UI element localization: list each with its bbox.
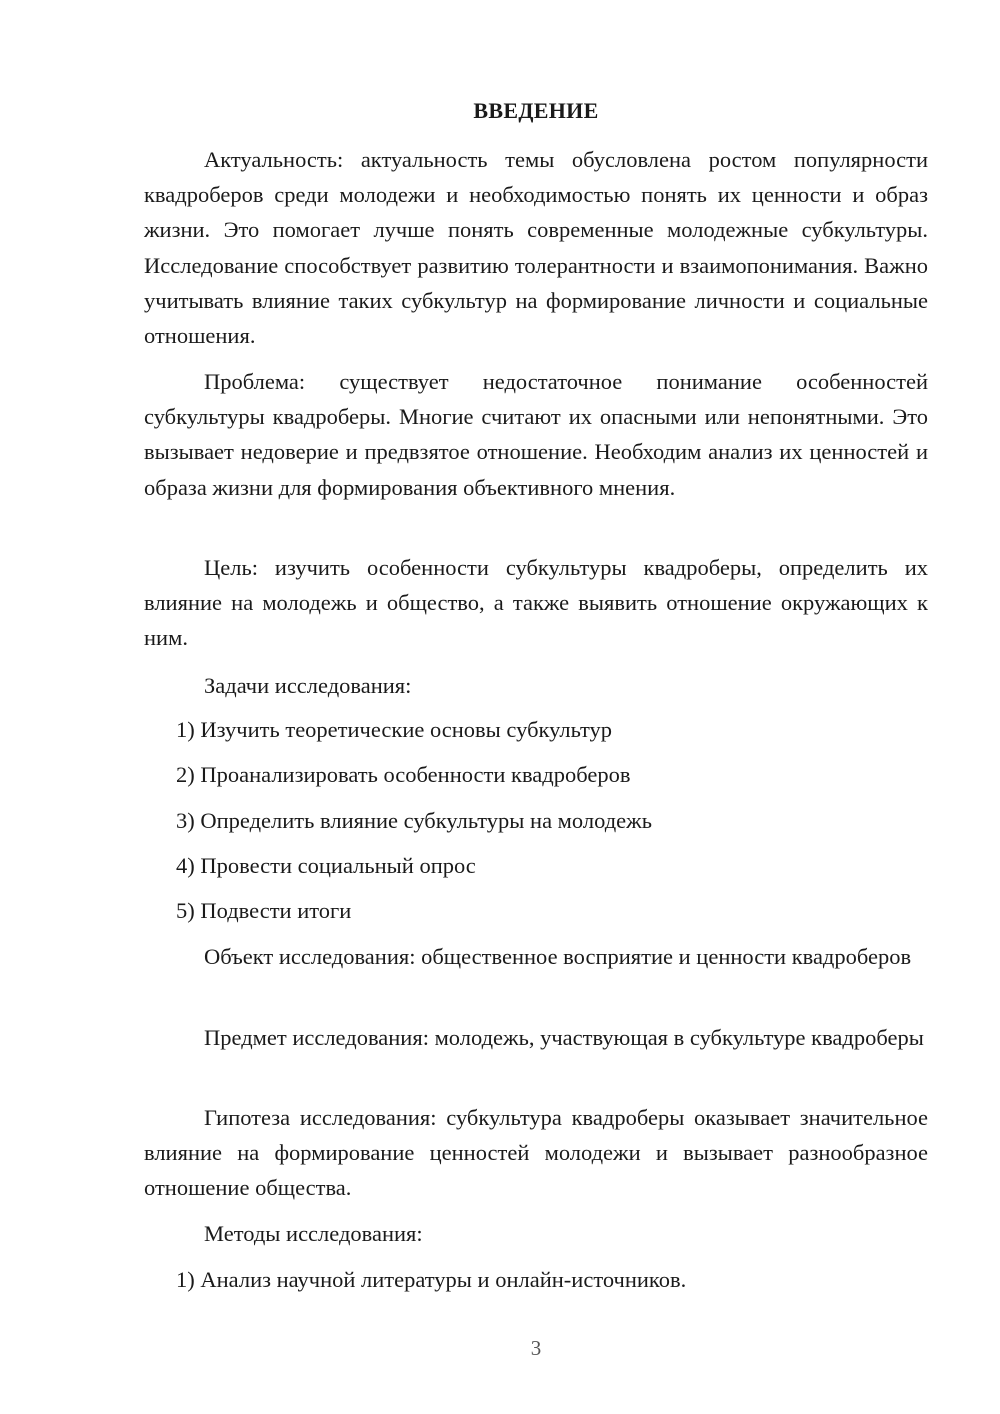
page-number: 3 xyxy=(530,1336,542,1360)
subject-paragraph: Предмет исследования: молодежь, участвующая в субкультуре квадроберы xyxy=(204,1025,924,1050)
goal-paragraph: Цель: изучить особенности субкультуры квадроберы, определить их влияние на молодежь и общество, а также выявить отношение окружающих к ним. xyxy=(144,555,928,651)
relevance-paragraph: Актуальность: актуальность темы обусловлена ростом популярности квадроберов среди молодежи и необходимостью понять их ценности и образ жизни. Это помогает лучше понять современные молодежные субкультуры. Исследование способствует развитию толерантности и взаимопонимания. Важно учитывать влияние таких субкультур на формирование личности и социальные отношения. xyxy=(144,147,928,349)
object-paragraph: Объект исследования: общественное восприятие и ценности квадроберов xyxy=(204,944,912,969)
section-title: ВВЕДЕНИЕ xyxy=(473,98,599,123)
tasks-heading: Задачи исследования: xyxy=(204,673,412,698)
task-item: 2) Проанализировать особенности квадроберов xyxy=(176,762,631,787)
task-item: 1) Изучить теоретические основы субкультур xyxy=(176,717,613,742)
task-item: 3) Определить влияние субкультуры на молодежь xyxy=(176,808,652,833)
task-item: 5) Подвести итоги xyxy=(176,898,352,923)
task-item: 4) Провести социальный опрос xyxy=(176,853,476,878)
methods-heading: Методы исследования: xyxy=(204,1221,423,1246)
problem-paragraph: Проблема: существует недостаточное понимание особенностей субкультуры квадроберы. Многие считают их опасными или непонятными. Это вызывает недоверие и предвзятое отношение. Необходим анализ их ценностей и образа жизни для формирования объективного мнения. xyxy=(144,369,928,500)
hypothesis-paragraph: Гипотеза исследования: субкультура квадроберы оказывает значительное влияние на формирование ценностей молодежи и вызывает разнообразное отношение общества. xyxy=(144,1105,928,1201)
method-item: 1) Анализ научной литературы и онлайн-источников. xyxy=(176,1267,687,1292)
